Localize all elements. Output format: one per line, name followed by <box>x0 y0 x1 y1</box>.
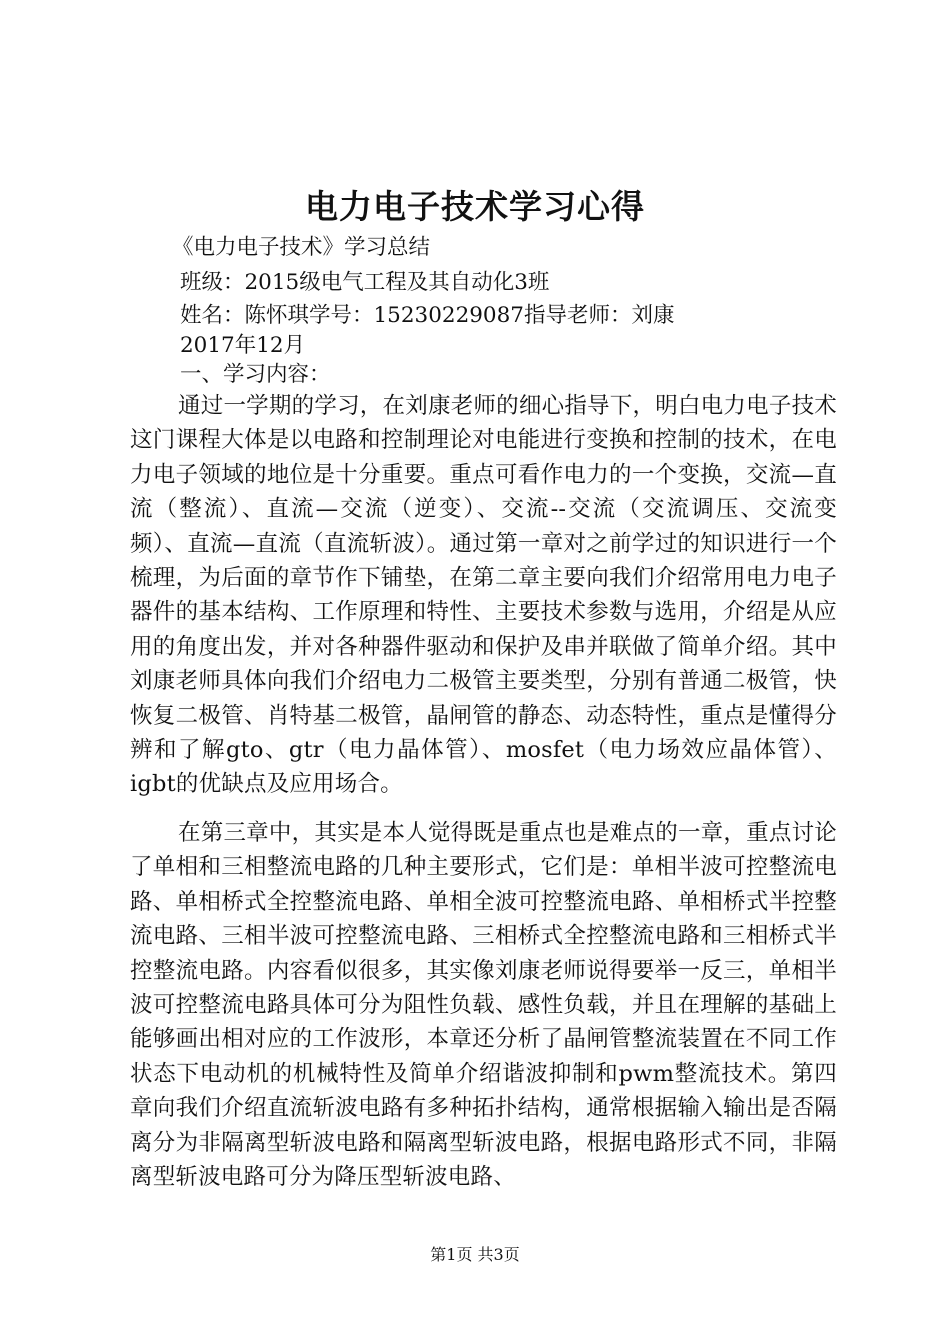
page-footer: 第1页 共3页 <box>430 1245 520 1264</box>
document-subtitle: 《电力电子技术》学习总结 <box>172 235 431 260</box>
body-paragraph: 在第三章中，其实是本人觉得既是重点也是难点的一章，重点讨论了单相和三相整流电路的几种主要形式，它们是：单相半波可控整流电路、单相桥式全控整流电路、单相全波可控整流电路、单相桥式半控整流电路、三相半波可控整流电路、三相桥式全控整流电路和三相桥式半控整流电路。内容看似很多，其实像刘康老师说得要举一反三，单相半波可控整流电路具体可分为阻性负载、感性负载，并且在理解的基础上能够画出相对应的工作波形，本章还分析了晶闸管整流装置在不同工作状态下电动机的机械特性及简单介绍谐波抑制和pwm整流技术。第四章向我们介绍直流斩波电路有多种拓扑结构，通常根据输入输出是否隔离分为非隔离型斩波电路和隔离型斩波电路，根据电路形式不同，非隔离型斩波电路可分为降压型斩波电路、 <box>130 820 837 1191</box>
name-line: 姓名：陈怀琪学号：15230229087指导老师：刘康 <box>180 303 675 328</box>
date-line: 2017年12月 <box>180 333 306 358</box>
section-heading: 一、学习内容： <box>180 362 331 387</box>
class-line: 班级：2015级电气工程及其自动化3班 <box>180 270 550 295</box>
body-paragraph: 通过一学期的学习，在刘康老师的细心指导下，明白电力电子技术这门课程大体是以电路和控制理论对电能进行变换和控制的技术，在电力电子领域的地位是十分重要。重点可看作电力的一个变换，交流—直流（整流）、直流—交流（逆变）、交流--交流（交流调压、交流变频）、直流—直流（直流斩波）。通过第一章对之前学过的知识进行一个梳理，为后面的章节作下铺垫，在第二章主要向我们介绍常用电力电子器件的基本结构、工作原理和特性、主要技术参数与选用，介绍是从应用的角度出发，并对各种器件驱动和保护及串并联做了简单介绍。其中刘康老师具体向我们介绍电力二极管主要类型，分别有普通二极管，快恢复二极管、肖特基二极管，晶闸管的静态、动态特性，重点是懂得分辨和了解gto、gtr（电力晶体管）、mosfet（电力场效应晶体管）、igbt的优缺点及应用场合。 <box>130 393 837 798</box>
document-title: 电力电子技术学习心得 <box>305 187 645 226</box>
